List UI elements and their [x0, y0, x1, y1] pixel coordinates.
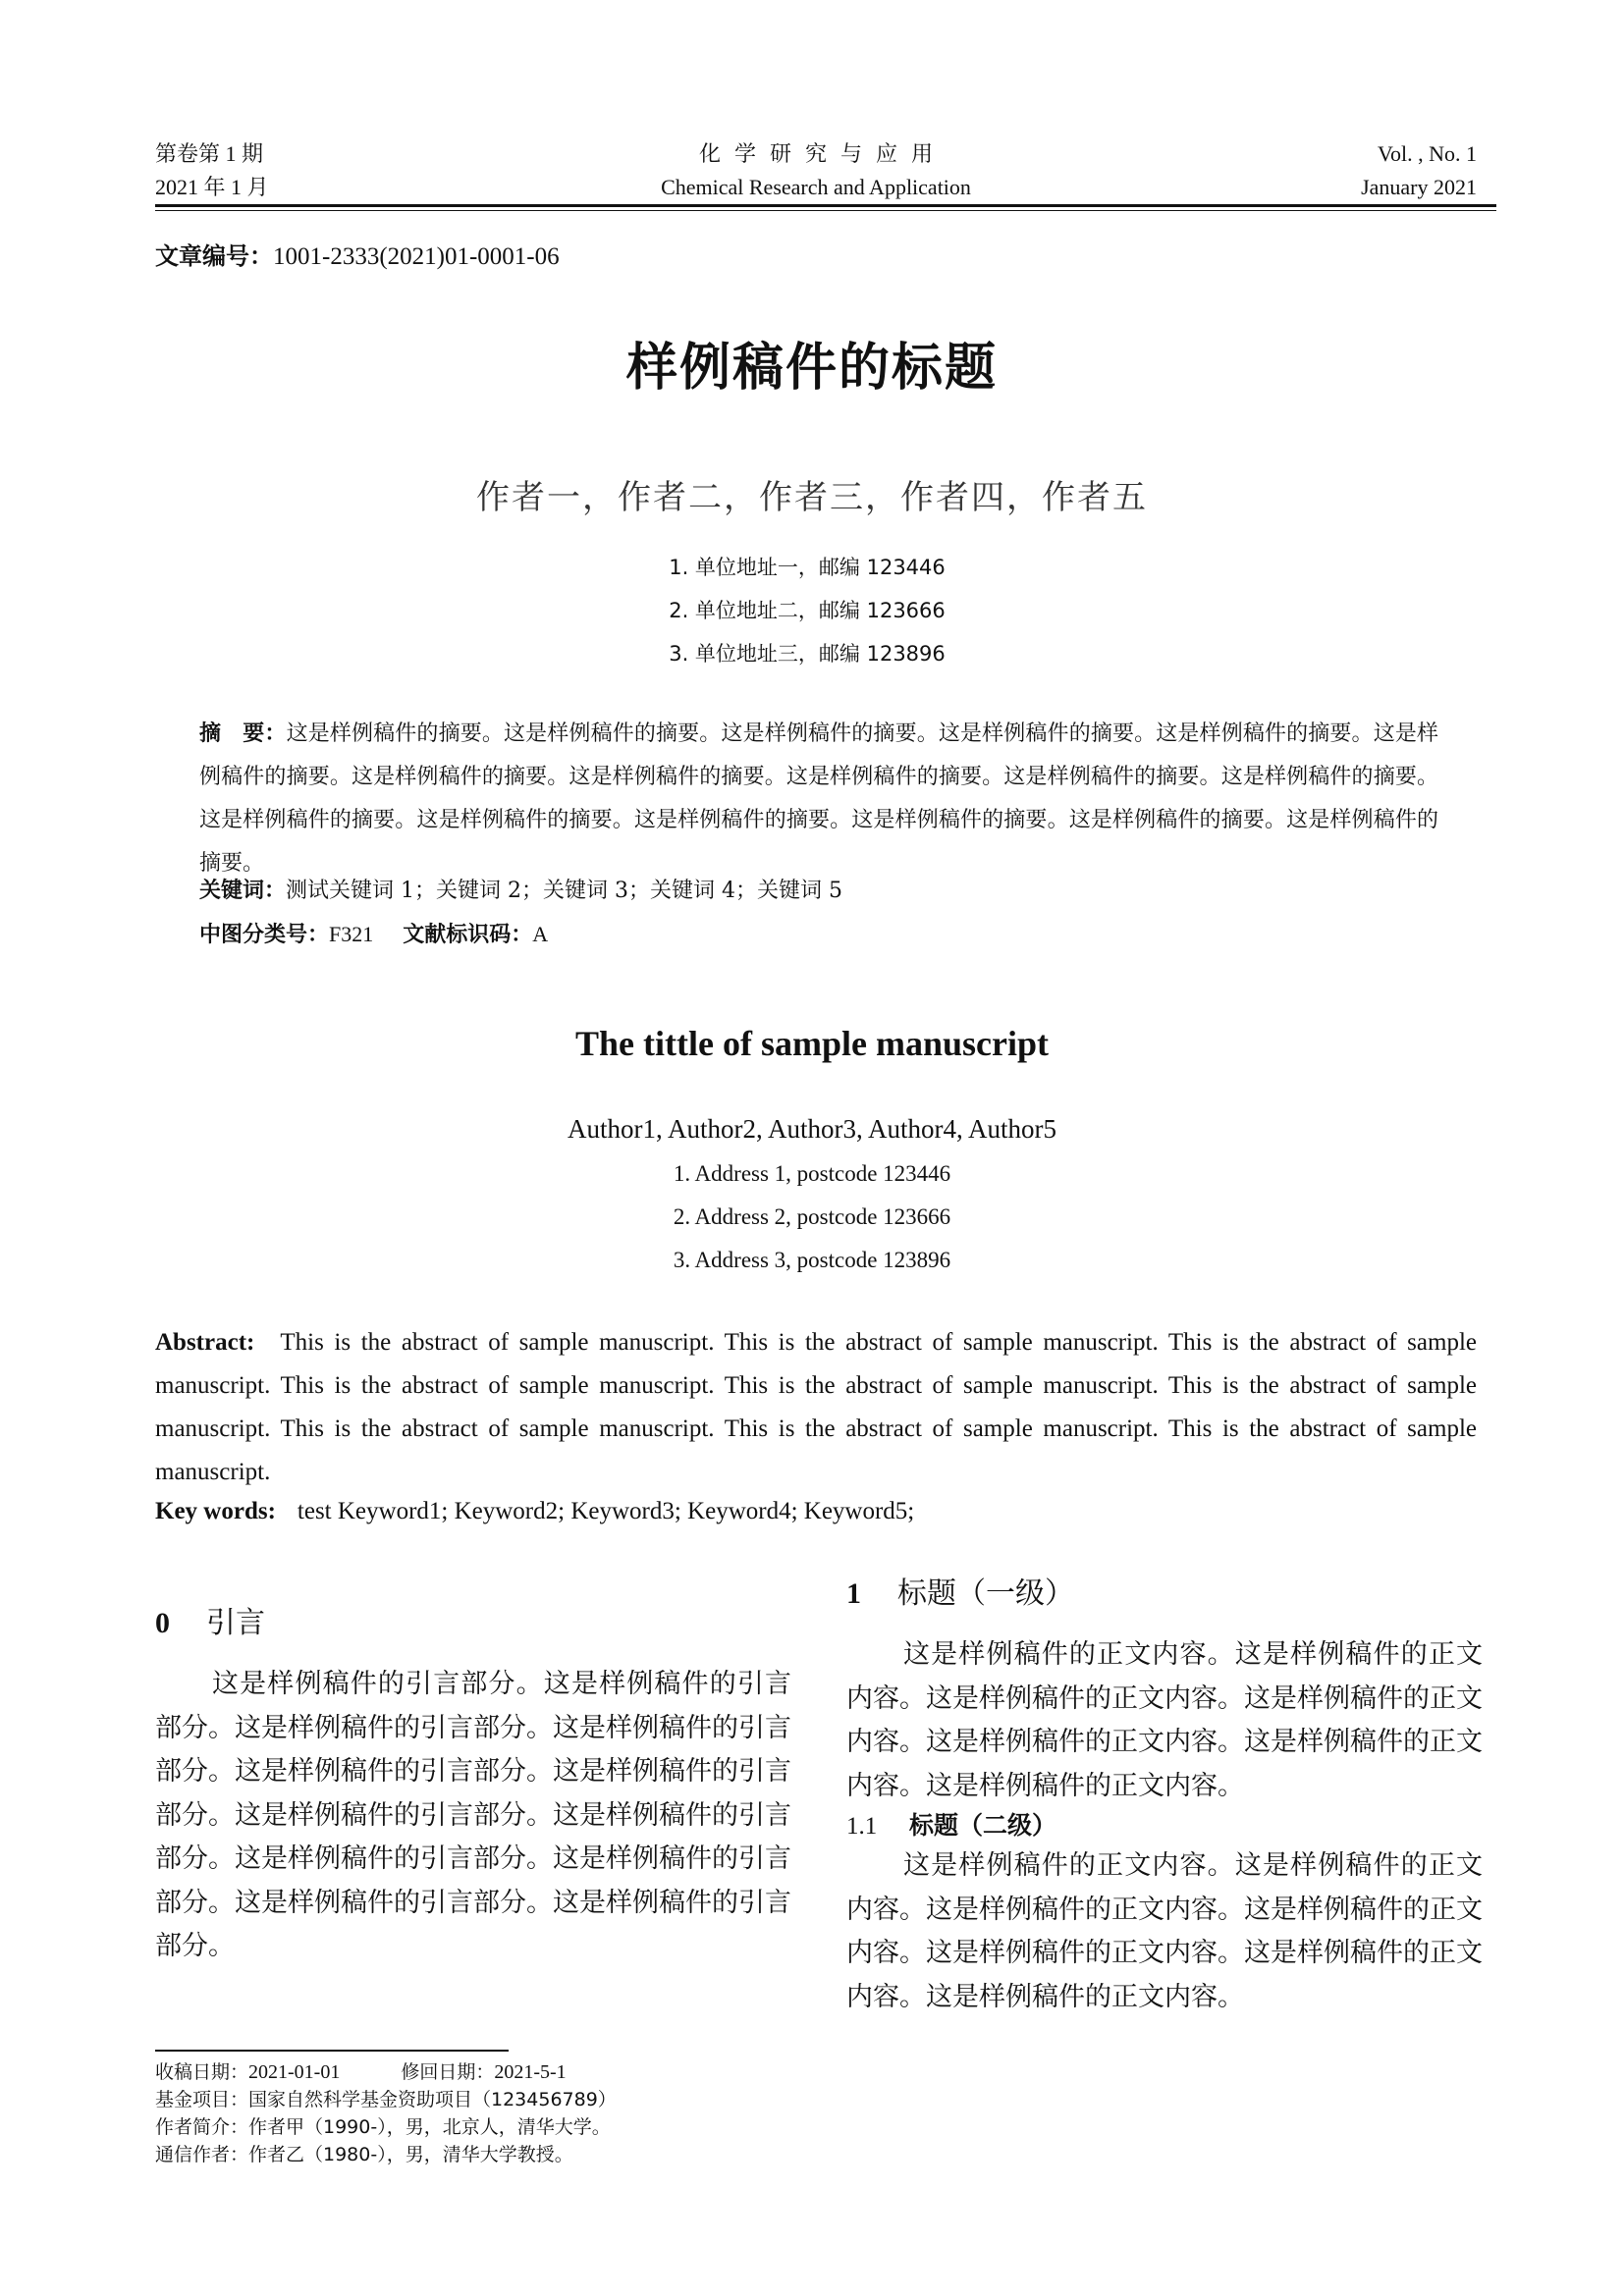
section-number-1: 1	[846, 1577, 861, 1610]
header-volume-en: Vol. , No. 1	[1377, 141, 1477, 166]
section-heading-0	[155, 1598, 791, 1649]
section-heading-1	[846, 1569, 1483, 1620]
abstract-cn	[199, 713, 1438, 885]
received-date: 2021-01-01	[248, 2061, 341, 2083]
footnote-corresponding: 通信作者：作者乙（1980-），男，清华大学教授。	[155, 2144, 573, 2165]
affiliation-en-3: 3. Address 3, postcode 123896	[673, 1248, 951, 1272]
subsection-title-1-1: 标题（二级）	[909, 1811, 1057, 1840]
footnotes	[155, 2058, 842, 2168]
article-number-value: 1001-2333(2021)01-0001-06	[273, 243, 560, 270]
section-number-0: 0	[155, 1607, 170, 1639]
keywords-cn-label: 关键词：	[199, 879, 287, 903]
title-en: The tittle of sample manuscript	[575, 1024, 1049, 1063]
header-date-cn: 2021 年 1 月	[155, 175, 269, 199]
revised-date: 2021-5-1	[494, 2061, 567, 2083]
affiliation-en-2: 2. Address 2, postcode 123666	[673, 1204, 951, 1229]
abstract-en-text: This is the abstract of sample manuscript. This is the abstract of sample manuscript. This is the abstract of sample manuscript. This is the abstract of sample manuscript. This is the abstract of sample manuscript. This is the abstract of sample manuscript. This is the abstract of sample manuscript. This is the abstract of sample manuscript. This is the abstract of sample manuscript.	[155, 1329, 1477, 1485]
doc-code-label: 文献标识码：	[403, 923, 533, 947]
section-paragraph-1: 这是样例稿件的正文内容。这是样例稿件的正文内容。这是样例稿件的正文内容。这是样例稿件的正文内容。这是样例稿件的正文内容。这是样例稿件的正文内容。这是样例稿件的正文内容。	[846, 1639, 1483, 1801]
header-date-en: January 2021	[1361, 175, 1477, 199]
section-title-0: 引言	[206, 1606, 265, 1640]
affiliations-en	[0, 1152, 1624, 1282]
affiliation-cn-3: 3. 单位地址三，邮编 123896	[669, 642, 946, 666]
received-label: 收稿日期：	[155, 2061, 249, 2083]
title-cn: 样例稿件的标题	[625, 339, 998, 398]
keywords-en	[155, 1492, 1477, 1531]
header-rule-thin	[155, 210, 1496, 211]
body-column-left	[155, 1571, 791, 1969]
header-rule-thick	[155, 204, 1496, 207]
abstract-en-label: Abstract:	[155, 1329, 255, 1356]
clc-value: F321	[329, 922, 374, 946]
journal-name-cn: 化学研究与应用	[698, 141, 947, 166]
clc-label: 中图分类号：	[199, 923, 330, 947]
section-paragraph-0: 这是样例稿件的引言部分。这是样例稿件的引言部分。这是样例稿件的引言部分。这是样例稿件的引言部分。这是样例稿件的引言部分。这是样例稿件的引言部分。这是样例稿件的引言部分。这是样例稿件的引言部分。这是样例稿件的引言部分。这是样例稿件的引言部分。这是样例稿件的引言部分。这是样例稿件的引言部分。	[155, 1669, 791, 1961]
subsection-number-1-1: 1.1	[846, 1813, 878, 1840]
keywords-en-text: test Keyword1; Keyword2; Keyword3; Keyword4; Keyword5;	[297, 1498, 915, 1524]
revised-label: 修回日期：	[401, 2061, 495, 2083]
abstract-en	[155, 1321, 1477, 1494]
header-volume-info	[1361, 137, 1477, 204]
body-column-right	[846, 1569, 1483, 2019]
affiliations-cn	[0, 546, 1624, 675]
article-number	[155, 240, 560, 274]
section-title-1: 标题（一级）	[897, 1576, 1074, 1611]
authors-en: Author1, Author2, Author3, Author4, Author5	[568, 1114, 1056, 1144]
footnote-fund: 基金项目：国家自然科学基金资助项目（123456789）	[155, 2089, 617, 2110]
subsection-heading-1-1	[846, 1808, 1483, 1844]
journal-header	[155, 137, 1477, 206]
footnote-author-bio: 作者简介：作者甲（1990-），男，北京人，清华大学。	[155, 2116, 611, 2138]
abstract-cn-label: 摘 要：	[199, 721, 287, 746]
affiliation-cn-2: 2. 单位地址二，邮编 123666	[669, 599, 946, 622]
affiliation-en-1: 1. Address 1, postcode 123446	[673, 1161, 951, 1186]
footnote-dates	[155, 2058, 842, 2086]
authors-cn: 作者一，作者二，作者三，作者四，作者五	[476, 478, 1148, 517]
keywords-en-label: Key words:	[155, 1498, 276, 1524]
journal-name-en: Chemical Research and Application	[661, 175, 971, 199]
abstract-cn-text: 这是样例稿件的摘要。这是样例稿件的摘要。这是样例稿件的摘要。这是样例稿件的摘要。这是样例稿件的摘要。这是样例稿件的摘要。这是样例稿件的摘要。这是样例稿件的摘要。这是样例稿件的摘要。这是样例稿件的摘要。这是样例稿件的摘要。这是样例稿件的摘要。这是样例稿件的摘要。这是样例稿件的摘要。这是样例稿件的摘要。这是样例稿件的摘要。这是样例稿件的摘要。	[199, 721, 1438, 876]
footnote-rule	[155, 2050, 509, 2052]
classification-line	[199, 915, 1438, 955]
doc-code-value: A	[532, 922, 549, 946]
keywords-cn	[199, 872, 1438, 911]
header-issue-cn: 第卷第 1 期	[155, 141, 264, 166]
keywords-cn-text: 测试关键词 1；关键词 2；关键词 3；关键词 4；关键词 5	[286, 879, 842, 903]
affiliation-cn-1: 1. 单位地址一，邮编 123446	[669, 556, 946, 579]
subsection-paragraph-1-1: 这是样例稿件的正文内容。这是样例稿件的正文内容。这是样例稿件的正文内容。这是样例稿件的正文内容。这是样例稿件的正文内容。这是样例稿件的正文内容。这是样例稿件的正文内容。	[846, 1850, 1483, 2012]
header-journal-name	[155, 137, 1477, 204]
article-number-label: 文章编号：	[155, 242, 273, 270]
